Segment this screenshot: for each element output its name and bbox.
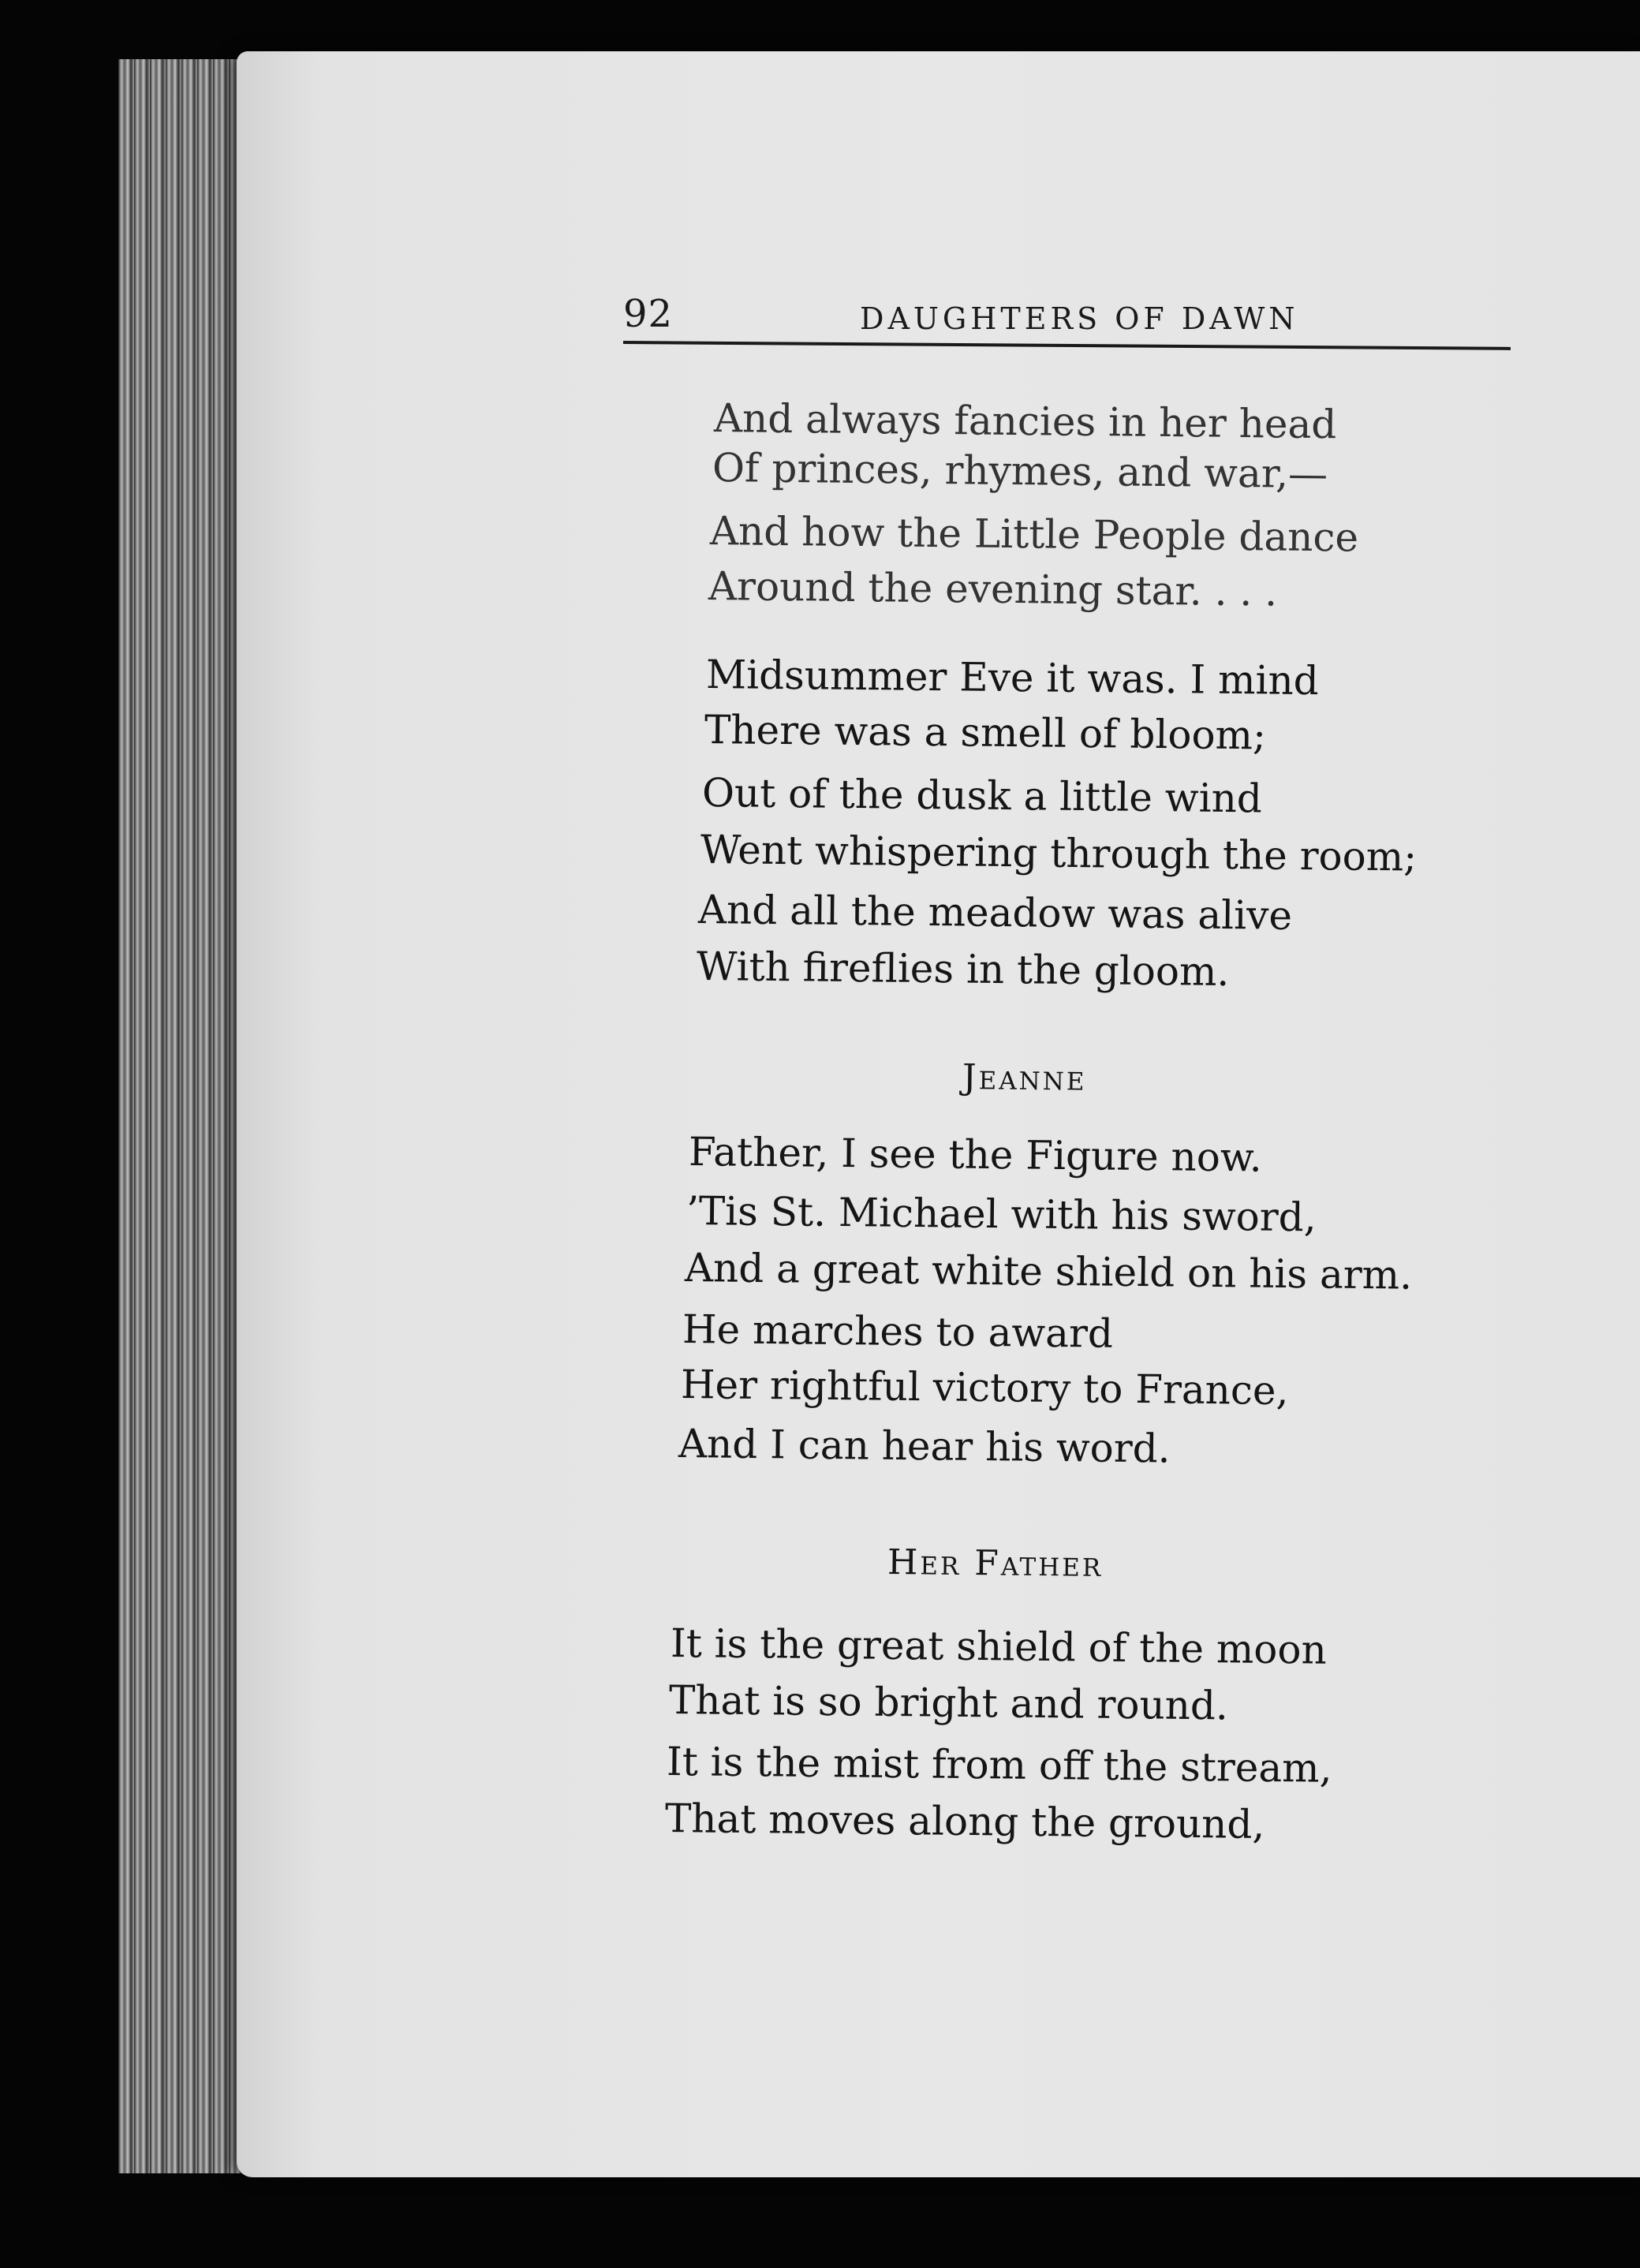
speaker-name: Jeanne	[962, 1057, 1087, 1099]
verse-line: That is so bright and round.	[668, 1677, 1229, 1729]
verse-line: And always fancies in her head	[713, 395, 1337, 448]
verse-line: And I can hear his word.	[678, 1421, 1171, 1472]
verse-line: And all the meadow was alive	[697, 887, 1293, 939]
verse-line: He marches to award	[682, 1306, 1114, 1357]
verse-line: Her rightful victory to France,	[680, 1362, 1289, 1414]
speaker-name: Her Father	[887, 1542, 1104, 1585]
verse-line: Around the evening star. . . .	[708, 563, 1278, 615]
verse-line: ’Tis St. Michael with his sword,	[686, 1188, 1317, 1241]
verse-line: And a great white shield on his arm.	[684, 1245, 1413, 1298]
verse-line: It is the mist from off the stream,	[666, 1739, 1332, 1792]
verse-line: Midsummer Eve it was. I mind	[705, 652, 1320, 704]
verse-line: Father, I see the Figure now.	[688, 1129, 1262, 1181]
verse-line: It is the great shield of the moon	[670, 1620, 1328, 1673]
page-number: 92	[623, 292, 674, 336]
verse-line: There was a smell of bloom;	[704, 707, 1267, 759]
verse-line: Out of the dusk a little wind	[701, 770, 1263, 822]
verse-line: With fireflies in the gloom.	[696, 943, 1230, 996]
verse-line: Went whispering through the room;	[700, 827, 1418, 880]
running-title: DAUGHTERS OF DAWN	[860, 301, 1299, 336]
verse-line: That moves along the ground,	[664, 1795, 1265, 1848]
verse-line: And how the Little People dance	[709, 508, 1359, 561]
verse-line: Of princes, rhymes, and war,—	[712, 445, 1328, 498]
